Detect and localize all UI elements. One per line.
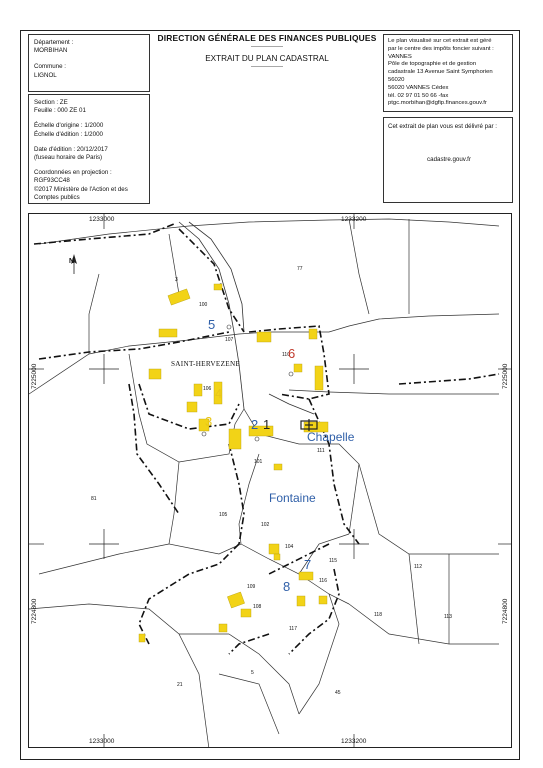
commune-boundary xyxy=(289,569,339,654)
departement-value: MORBIHAN xyxy=(34,47,68,55)
building xyxy=(149,369,161,379)
building xyxy=(229,429,241,449)
parcel-number: 110 xyxy=(282,352,290,358)
building xyxy=(139,634,145,642)
north-label: N xyxy=(69,258,75,265)
well-symbol xyxy=(227,325,231,329)
header-delivery-box xyxy=(383,117,513,203)
echelle-edition: Échelle d'édition : 1/2000 xyxy=(34,130,103,138)
commune-label: Commune : xyxy=(34,63,66,71)
coord-right-bottom: 7224800 xyxy=(502,598,509,624)
coord-left-bottom: 7224800 xyxy=(31,598,38,624)
parcel-number: 81 xyxy=(91,496,97,502)
gestion-email: ptgc.morbihan@dgfip.finances.gouv.fr xyxy=(388,100,487,107)
cadastral-map xyxy=(28,213,512,748)
parcel-number: 115 xyxy=(329,558,337,564)
gestion-line-6: 56020 xyxy=(388,76,405,83)
parcel-number: 102 xyxy=(261,522,270,528)
gestion-line-2: par le centre des impôts foncier suivant : xyxy=(388,45,494,52)
well-symbol xyxy=(255,437,259,441)
coord-top-left: 1233000 xyxy=(89,216,115,223)
parcel-line xyxy=(29,604,209,748)
extrait-title: EXTRAIT DU PLAN CADASTRAL xyxy=(205,54,329,63)
delivery-text: Cet extrait de plan vous est délivré par : xyxy=(388,123,498,130)
commune-boundary xyxy=(399,374,499,384)
annotation-chapelle: Chapelle xyxy=(307,430,355,444)
building xyxy=(194,384,202,396)
parcel-line xyxy=(169,234,179,294)
parcel-line xyxy=(229,634,299,714)
building xyxy=(227,592,244,608)
building xyxy=(294,364,302,372)
coord-left-top: 7225000 xyxy=(31,363,38,389)
road-edge xyxy=(269,394,314,414)
building xyxy=(241,609,251,617)
coord-top-right: 1233200 xyxy=(341,216,367,223)
building xyxy=(269,544,279,554)
parcel-number: 104 xyxy=(285,544,294,550)
parcel-line xyxy=(289,390,499,394)
parcel-number: 3 xyxy=(175,277,178,283)
parcel-line xyxy=(299,594,339,714)
header-centre-impots-box xyxy=(383,34,513,112)
parcel-line xyxy=(241,544,349,604)
parcel-number: 112 xyxy=(414,564,422,570)
separator-2: ---------------- xyxy=(251,64,283,70)
annotation-6: 6 xyxy=(288,346,296,361)
building xyxy=(274,554,280,560)
feuille-text: Feuille : 000 ZE 01 xyxy=(34,107,86,115)
gestion-line-8: tél. 02 97 01 50 66 -fax xyxy=(388,92,449,99)
building xyxy=(315,366,323,390)
building xyxy=(168,289,190,305)
header-center xyxy=(152,33,382,72)
well-symbol xyxy=(202,432,206,436)
annotation-4: 4 xyxy=(215,386,223,401)
parcel-number: 106 xyxy=(203,386,212,392)
parcel-number: 111 xyxy=(317,448,325,454)
annotation-2: 2 xyxy=(251,417,259,432)
section-text: Section : ZE xyxy=(34,99,68,106)
parcel-number: 108 xyxy=(253,604,262,610)
parcel-number: 109 xyxy=(247,584,256,590)
annotation-7: 7 xyxy=(304,557,312,572)
copyright-line-1: ©2017 Ministère de l'Action et des xyxy=(34,185,128,193)
building xyxy=(297,596,305,606)
parcel-number: 118 xyxy=(374,612,382,618)
parcel-line xyxy=(89,274,99,354)
cadastre-site-link[interactable]: cadastre.gouv.fr xyxy=(427,156,471,163)
parcel-line xyxy=(169,462,241,554)
gestion-line-3: VANNES xyxy=(388,53,412,60)
header-details-box xyxy=(28,94,150,204)
gestion-line-4: Pôle de topographie et de gestion xyxy=(388,61,477,68)
separator-1: ---------------- xyxy=(251,44,283,50)
well-symbol xyxy=(289,372,293,376)
commune-boundary xyxy=(229,444,244,544)
gestion-line-5: cadastrale 13 Avenue Saint Symphorien xyxy=(388,69,493,76)
parcel-number: 77 xyxy=(297,266,303,272)
building xyxy=(257,332,271,342)
building xyxy=(319,596,327,604)
coord-bottom-right: 1233200 xyxy=(341,738,367,745)
building xyxy=(219,624,227,632)
parcel-number: 5 xyxy=(251,670,254,676)
annotation-5: 5 xyxy=(208,317,216,332)
parcel-number: 101 xyxy=(254,459,263,465)
building xyxy=(274,464,282,470)
building xyxy=(299,572,313,580)
parcel-line xyxy=(349,604,499,644)
parcel-line xyxy=(269,314,499,332)
parcel-number: 45 xyxy=(335,690,341,696)
parcel-line xyxy=(349,219,369,314)
building xyxy=(214,284,222,290)
road-edge xyxy=(234,332,244,409)
echelle-origine: Échelle d'origine : 1/2000 xyxy=(34,122,104,130)
parcel-line xyxy=(219,674,279,734)
annotation-8: 8 xyxy=(283,579,291,594)
commune-boundary xyxy=(129,384,179,514)
date-edition: Date d'édition : 20/12/2017 xyxy=(34,145,108,153)
road-edge xyxy=(189,222,244,332)
building xyxy=(187,402,197,412)
parcel-line xyxy=(349,464,359,534)
commune-value: LIGNOL xyxy=(34,71,57,79)
fuseau-horaire: (fuseau horaire de Paris) xyxy=(34,154,103,162)
place-name: SAINT-HERVEZENE xyxy=(171,360,241,368)
coord-bottom-left: 1233000 xyxy=(89,738,115,745)
gestion-line-7: 56020 VANNES Cédex xyxy=(388,84,449,91)
copyright-line-2: Comptes publics xyxy=(34,193,80,201)
parcel-number: 113 xyxy=(444,614,452,620)
commune-boundary xyxy=(229,634,269,654)
building xyxy=(159,329,177,337)
road-edge xyxy=(179,222,234,332)
parcel-number: 117 xyxy=(289,626,297,632)
parcel-number: 105 xyxy=(219,512,228,518)
annotation-fontaine: Fontaine xyxy=(269,491,316,505)
parcel-number: 107 xyxy=(225,337,234,343)
parcel-number: 116 xyxy=(319,578,327,584)
coordonnees-projection: Coordonnées en projection : RGF93CC48 xyxy=(34,169,112,185)
parcel-number: 21 xyxy=(177,682,183,688)
header-info-box xyxy=(28,34,150,92)
dgfip-title: DIRECTION GÉNÉRALE DES FINANCES PUBLIQUES xyxy=(157,33,377,43)
parcel-line xyxy=(244,409,499,554)
annotation-3: 3 xyxy=(205,414,213,429)
map-drawing xyxy=(29,214,512,748)
departement-label: Département : xyxy=(34,39,74,46)
building xyxy=(309,329,317,339)
gestion-line-1: Le plan visualisé sur cet extrait est géré xyxy=(388,38,492,44)
parcel-number: 100 xyxy=(199,302,208,308)
coord-right-top: 7225000 xyxy=(502,363,509,389)
annotation-1: 1 xyxy=(263,417,271,432)
